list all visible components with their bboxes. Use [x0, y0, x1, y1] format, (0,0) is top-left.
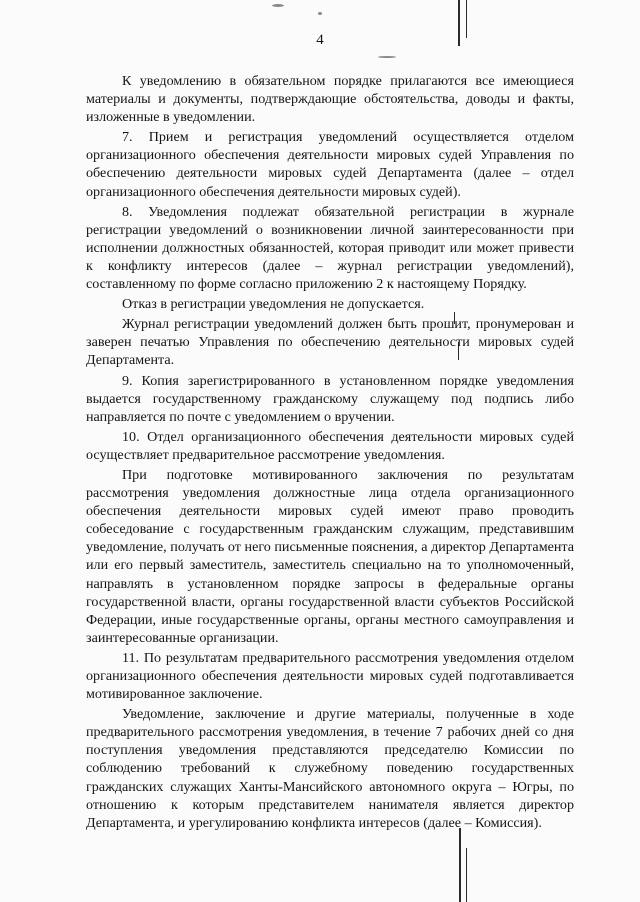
paragraph: 8. Уведомления подлежат обязательной регистрации в журнале регистрации уведомлений о возникновении личной заинтересованности при исполнении должностных обязанностей, которая приводит или может привести к конфликту интересов (далее – журнал регистрации уведомлений), составленному по форме согласно приложению 2 к настоящему Порядку. — [86, 203, 574, 293]
paragraph: К уведомлению в обязательном порядке прилагаются все имеющиеся материалы и документы, подтверждающие обстоятельства, доводы и факты, изложенные в уведомлении. — [86, 73, 574, 126]
paragraph: 9. Копия зарегистрированного в установленном порядке уведомления выдается государственному гражданскому служащему под подпись либо направляется по почте с уведомлением о вручении. — [86, 372, 574, 425]
paragraph: Журнал регистрации уведомлений должен быть прошит, пронумерован и заверен печатью Управления по обеспечению деятельности мировых судей Департамента. — [86, 316, 574, 369]
scan-artifact-line — [459, 828, 461, 902]
page-number: 4 — [316, 32, 324, 48]
scan-artifact-speck — [272, 4, 284, 7]
paragraph: 10. Отдел организационного обеспечения деятельности мировых судей осуществляет предварительное рассмотрение уведомления. — [86, 428, 574, 463]
scan-artifact-speck — [378, 56, 396, 58]
scan-artifact-speck — [318, 12, 322, 15]
paragraph: 11. По результатам предварительного рассмотрения уведомления отделом организационного обеспечения деятельности мировых судей подготавливается мотивированное заключение. — [86, 649, 574, 703]
paragraph: Уведомление, заключение и другие материалы, полученные в ходе предварительного рассмотрения уведомления, в течение 7 рабочих дней со дня поступления уведомления представляются председателю Комиссии по соблюдению требований к служебному поведению государственных гражданских служащих Ханты-Мансийского автономного округа – Югры, по отношению к которым представителем нанимателя является директор Департамента, и урегулированию конфликта интересов (далее – Комиссия). — [86, 706, 574, 831]
paragraph: 7. Прием и регистрация уведомлений осуществляется отделом организационного обеспечения деятельности мировых судей Управления по обеспечению деятельности мировых судей Департамента (далее – отдел организационного обеспечения деятельности мировых судей). — [86, 129, 574, 200]
document-body — [86, 72, 574, 832]
paragraph: Отказ в регистрации уведомления не допускается. — [122, 296, 425, 313]
scan-artifact-line — [466, 848, 467, 902]
paragraph: При подготовке мотивированного заключения по результатам рассмотрения уведомления должностные лица отдела организационного обеспечения деятельности мировых судей имеют право проводить собеседование с государственным гражданским служащим, представившим уведомление, получать от него письменные пояснения, а директор Департамента или его первый заместитель, заместитель специально на то уполномоченный, направлять в установленном порядке запросы в федеральные органы государственной власти, органы государственной власти субъектов Российской Федерации, иные государственные органы, органы местного самоуправления и заинтересованные организации. — [86, 466, 574, 646]
